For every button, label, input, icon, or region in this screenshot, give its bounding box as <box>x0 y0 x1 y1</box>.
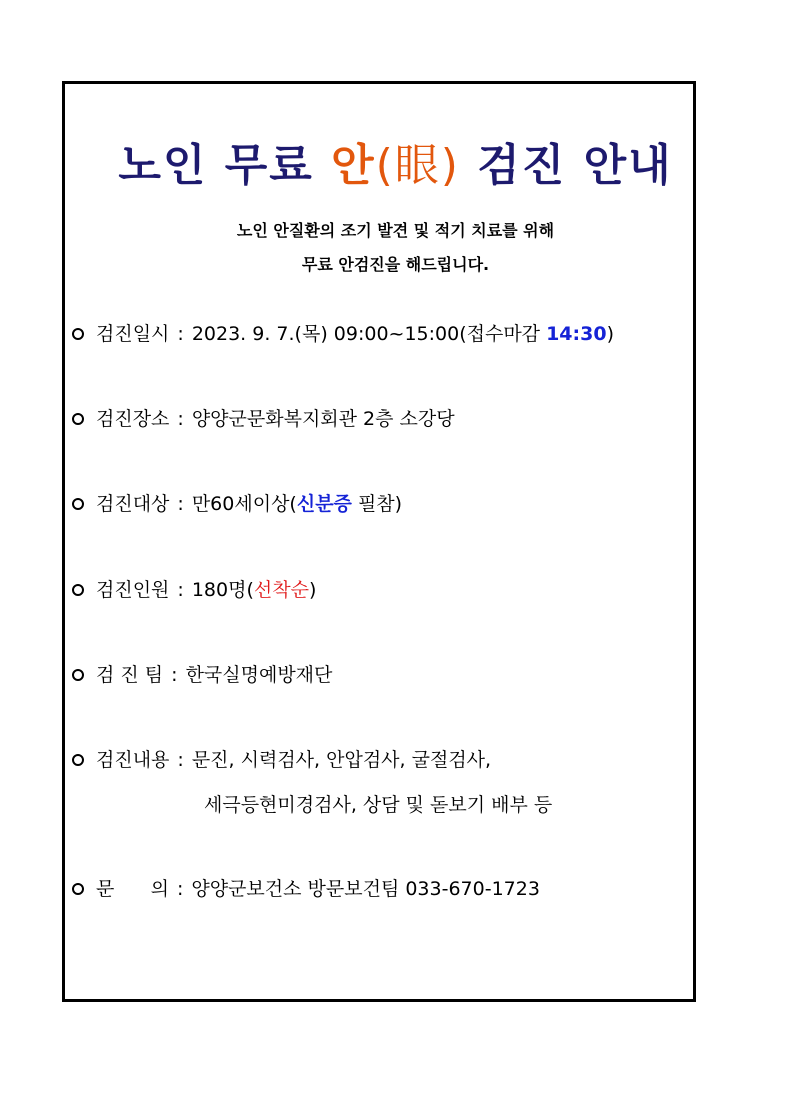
item-target-label: 검진대상 <box>96 493 170 515</box>
item-team <box>72 662 332 688</box>
bullet-circle-icon <box>72 883 84 895</box>
notice-title <box>0 136 791 196</box>
bullet-circle-icon <box>72 754 84 766</box>
item-count <box>72 577 316 603</box>
item-count-value-prefix: 180명( <box>191 579 254 601</box>
item-place-label: 검진장소 <box>96 408 170 430</box>
item-contact <box>72 876 540 902</box>
item-target-id-card: 신분증 <box>296 493 352 515</box>
title-part3: 검진 안내 <box>459 140 673 191</box>
item-content <box>72 747 491 773</box>
title-paren-open: ( <box>375 140 395 191</box>
title-eye-han: 안 <box>331 140 376 191</box>
item-target-value <box>192 491 402 517</box>
item-team-value: 한국실명예방재단 <box>185 664 333 686</box>
item-place-value: 양양군문화복지회관 2층 소강당 <box>191 408 455 430</box>
item-date-deadline: 14:30 <box>546 323 607 345</box>
title-paren-close: ) <box>440 140 460 191</box>
item-date-value-suffix: ) <box>606 323 614 345</box>
title-eye-hanja: 眼 <box>394 140 441 191</box>
item-date-value <box>192 321 614 347</box>
item-count-label: 검진인원 <box>96 579 170 601</box>
colon: : <box>177 579 184 601</box>
item-date-value-prefix: 2023. 9. 7.(목) 09:00~15:00(접수마감 <box>191 323 547 345</box>
item-date-label: 검진일시 <box>96 323 170 345</box>
bullet-circle-icon <box>72 498 84 510</box>
colon: : <box>177 493 184 515</box>
item-target-value-prefix: 만60세이상( <box>191 493 297 515</box>
bullet-circle-icon <box>72 669 84 681</box>
item-content-label: 검진내용 <box>96 749 170 771</box>
item-content-value-line-2: 세극등현미경검사, 상담 및 돋보기 배부 등 <box>204 794 553 816</box>
colon: : <box>177 408 184 430</box>
colon: : <box>177 749 184 771</box>
item-content-value-line-1: 문진, 시력검사, 안압검사, 굴절검사, <box>191 749 492 771</box>
item-team-label: 검 진 팀 <box>96 664 164 686</box>
colon: : <box>176 878 184 900</box>
item-count-first-come: 선착순 <box>253 579 309 601</box>
title-part1: 노인 무료 <box>118 140 332 191</box>
bullet-circle-icon <box>72 413 84 425</box>
bullet-circle-icon <box>72 584 84 596</box>
item-count-value <box>192 577 317 603</box>
item-contact-label: 문 의 <box>96 878 169 900</box>
item-contact-value: 양양군보건소 방문보건팀 033-670-1723 <box>191 878 540 900</box>
bullet-circle-icon <box>72 328 84 340</box>
intro-line-1: 노인 안질환의 조기 발견 및 적기 치료를 위해 <box>236 221 555 240</box>
item-target-value-suffix: 필참) <box>351 493 403 515</box>
colon: : <box>177 323 184 345</box>
colon: : <box>171 664 178 686</box>
intro-line-2: 무료 안검진을 해드립니다. <box>301 255 490 274</box>
item-count-value-suffix: ) <box>308 579 317 601</box>
item-target <box>72 491 402 517</box>
item-date <box>72 321 614 347</box>
item-place <box>72 406 455 432</box>
